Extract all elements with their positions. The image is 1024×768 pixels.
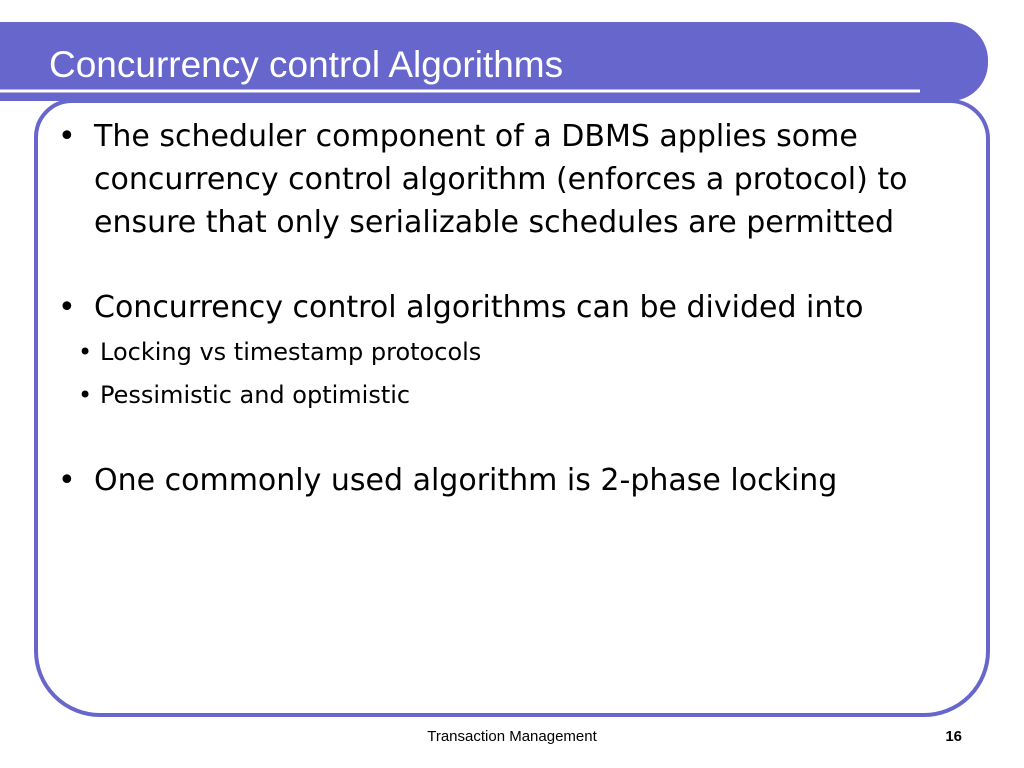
slide-title: Concurrency control Algorithms <box>49 44 564 85</box>
bullet-item: • The scheduler component of a DBMS applies some concurrency control algorithm (enforces a protocol) to ensure that only serializable schedules are permitted <box>56 115 966 244</box>
bullet-item: • One commonly used algorithm is 2-phase locking <box>56 459 966 502</box>
sub-bullet-item: • Locking vs timestamp protocols <box>56 331 966 374</box>
bullet-item: • Concurrency control algorithms can be divided into <box>56 286 966 329</box>
footer-text: Transaction Management <box>427 728 597 745</box>
page-number: 16 <box>945 728 962 745</box>
sub-bullet-list <box>56 331 966 417</box>
sub-bullet-item: • Pessimistic and optimistic <box>56 374 966 417</box>
slide-footer <box>0 726 1024 748</box>
bullet-list <box>56 115 966 502</box>
